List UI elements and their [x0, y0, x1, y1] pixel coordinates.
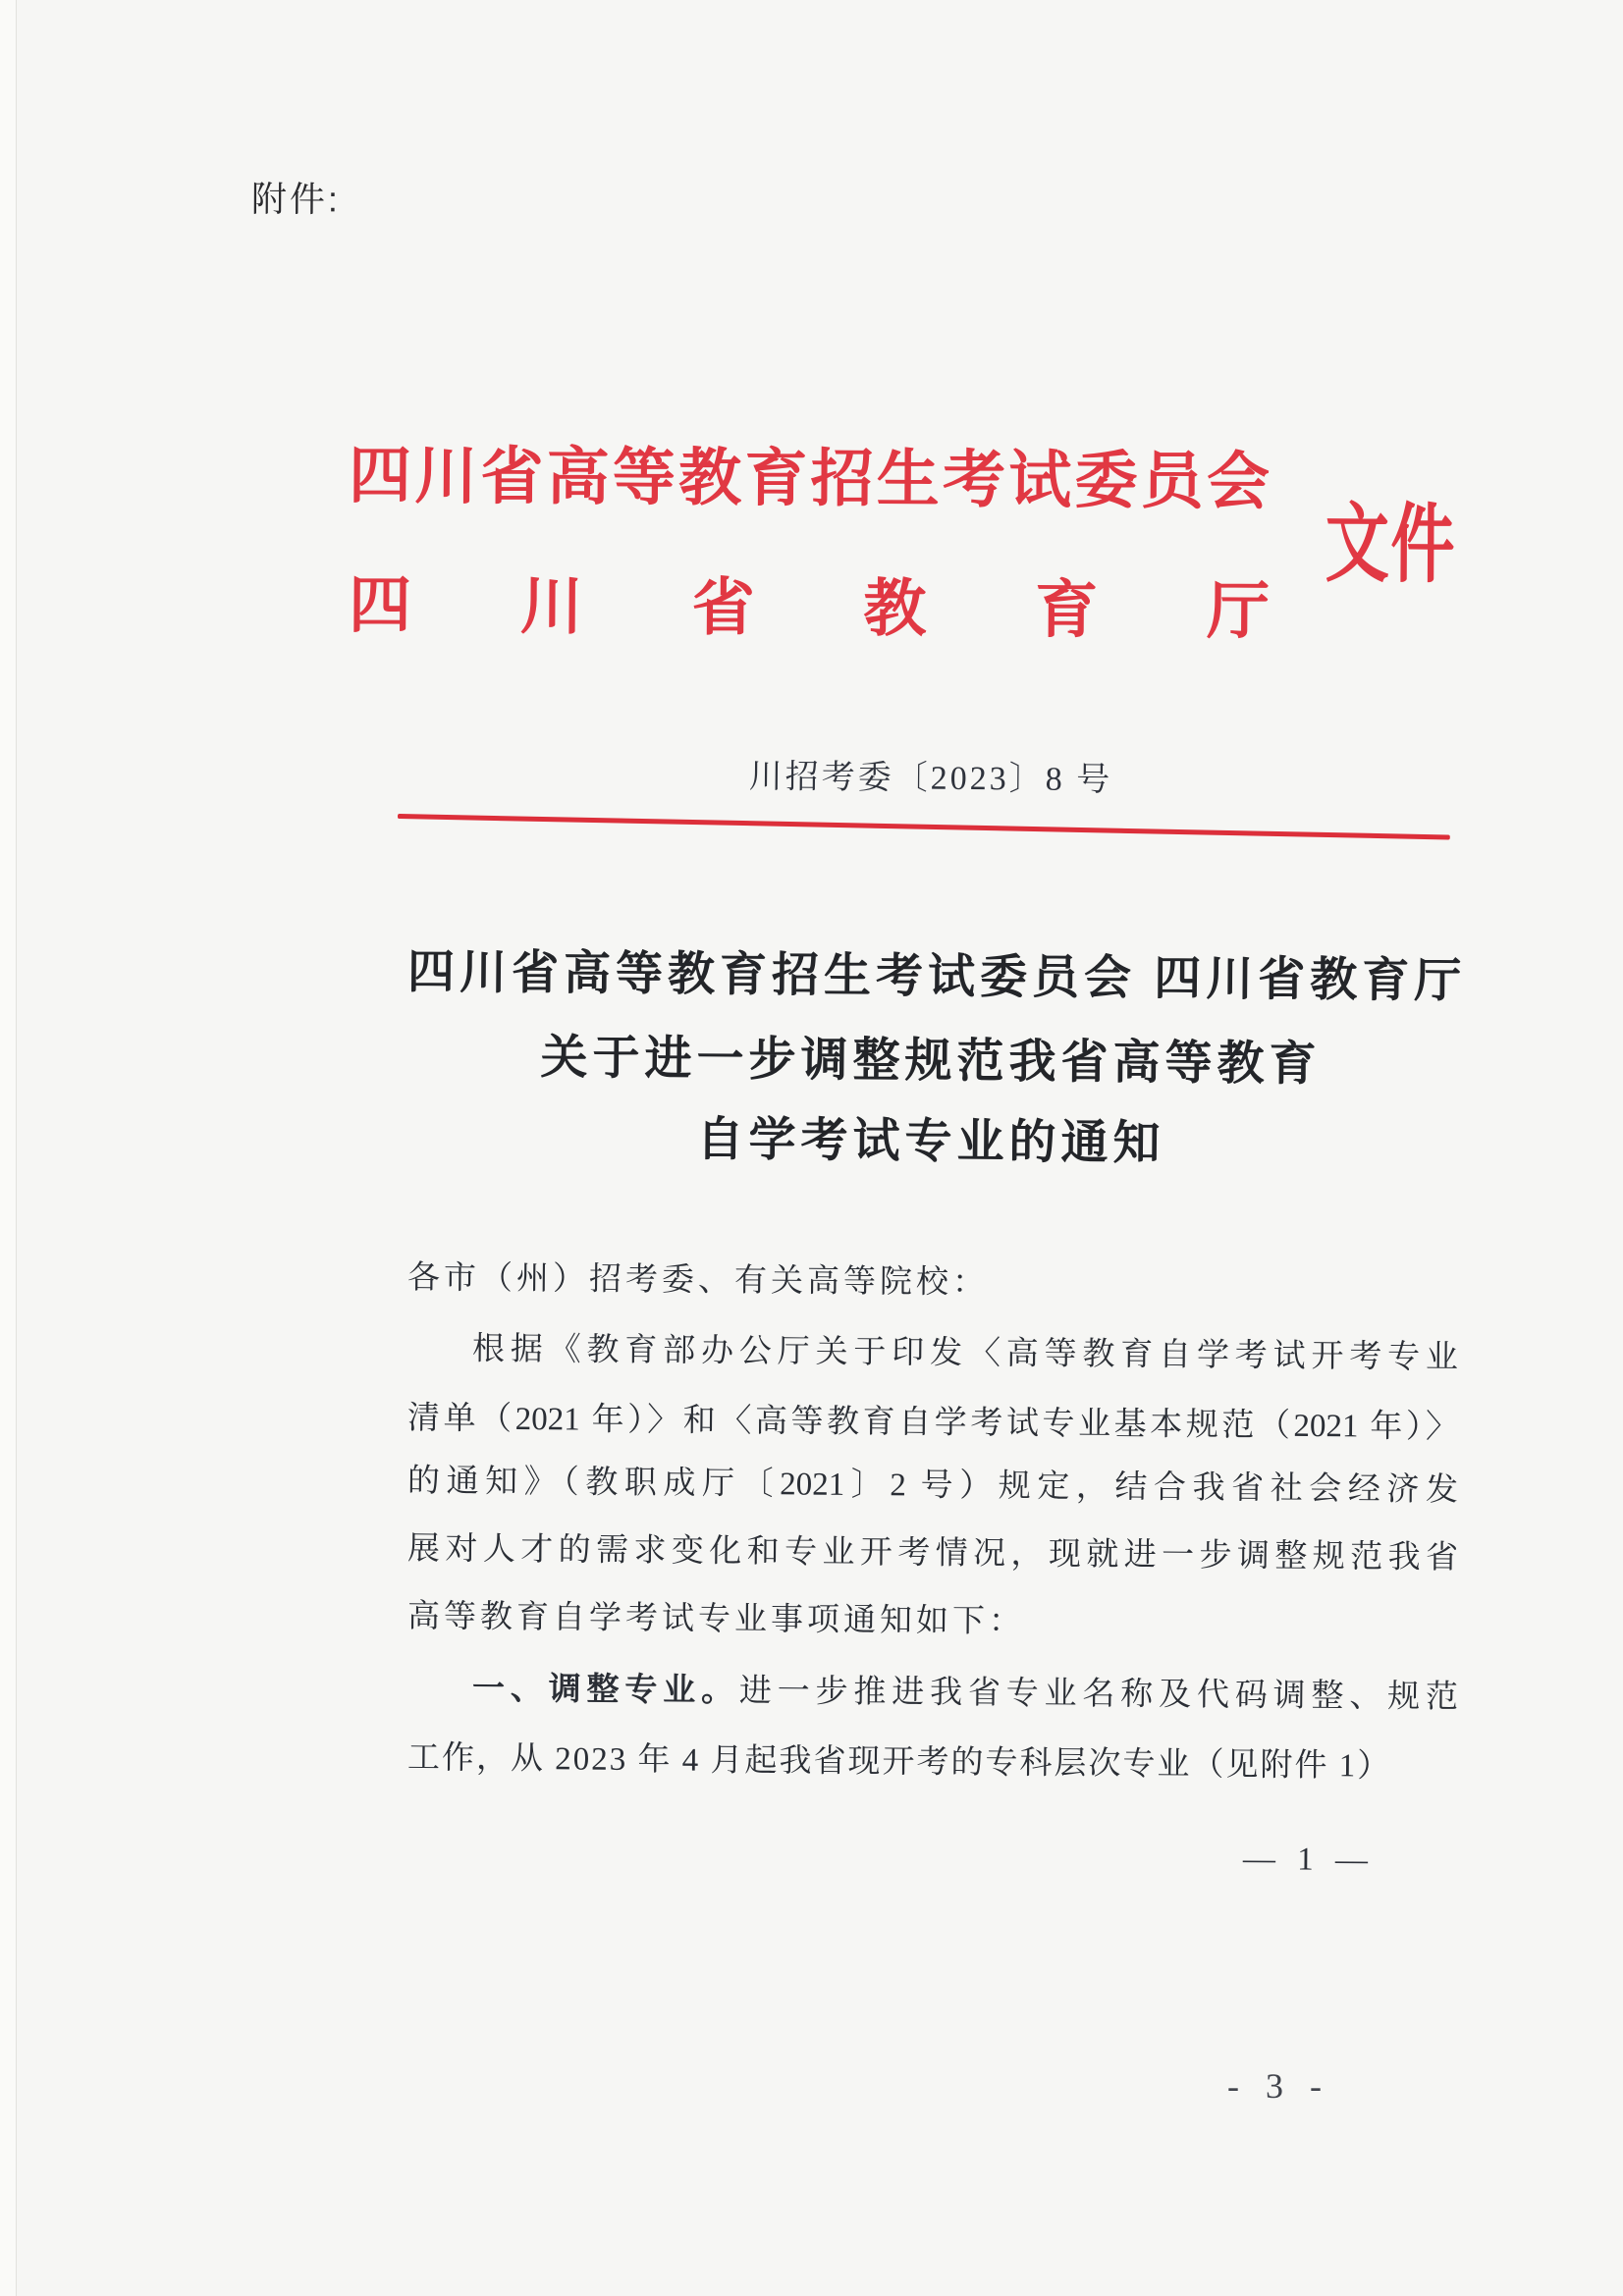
scan-left-margin — [0, 0, 16, 2296]
page-number-outer: - 3 - — [1227, 2066, 1324, 2106]
notice-title-line-3: 自学考试专业的通知 — [696, 1113, 1165, 1170]
body-line: 高等教育自学考试专业事项通知如下： — [406, 1599, 1026, 1640]
letterhead-org-line-2: 四川省教育厅 — [348, 570, 1271, 647]
letterhead-doc-type: 文件 — [1325, 498, 1457, 595]
body-line: 清单（2021 年）〉和〈高等教育自学考试专业基本规范（2021 年）〉 — [406, 1401, 1459, 1446]
notice-title-line-1: 四川省高等教育招生考试委员会 四川省教育厅 — [406, 946, 1467, 1008]
page-number-inner: — 1 — — [1242, 1842, 1371, 1879]
salutation-line: 各市（州）招考委、有关高等院校： — [406, 1260, 990, 1302]
body-line: 的通知》（教职成厅〔2021〕2 号）规定，结合我省社会经济发 — [406, 1464, 1459, 1509]
document-number: 川招考委〔2023〕8 号 — [748, 759, 1113, 799]
body-line: 展对人才的需求变化和专业开考情况，现就进一步调整规范我省 — [406, 1531, 1459, 1576]
body-line: 工作，从 2023 年 4 月起我省现开考的专科层次专业（见附件 1） — [406, 1740, 1392, 1785]
section-text: 进一步推进我省专业名称及代码调整、规范 — [738, 1673, 1459, 1716]
attachment-label: 附件: — [250, 179, 342, 220]
notice-title-line-2: 关于进一步调整规范我省高等教育 — [540, 1032, 1322, 1092]
body-line: 根据《教育部办公厅关于印发〈高等教育自学考试开考专业 — [471, 1331, 1459, 1376]
section-heading-bold: 一、调整专业。 — [471, 1671, 740, 1709]
letterhead-org-line-1: 四川省高等教育招生考试委员会 — [348, 441, 1271, 517]
